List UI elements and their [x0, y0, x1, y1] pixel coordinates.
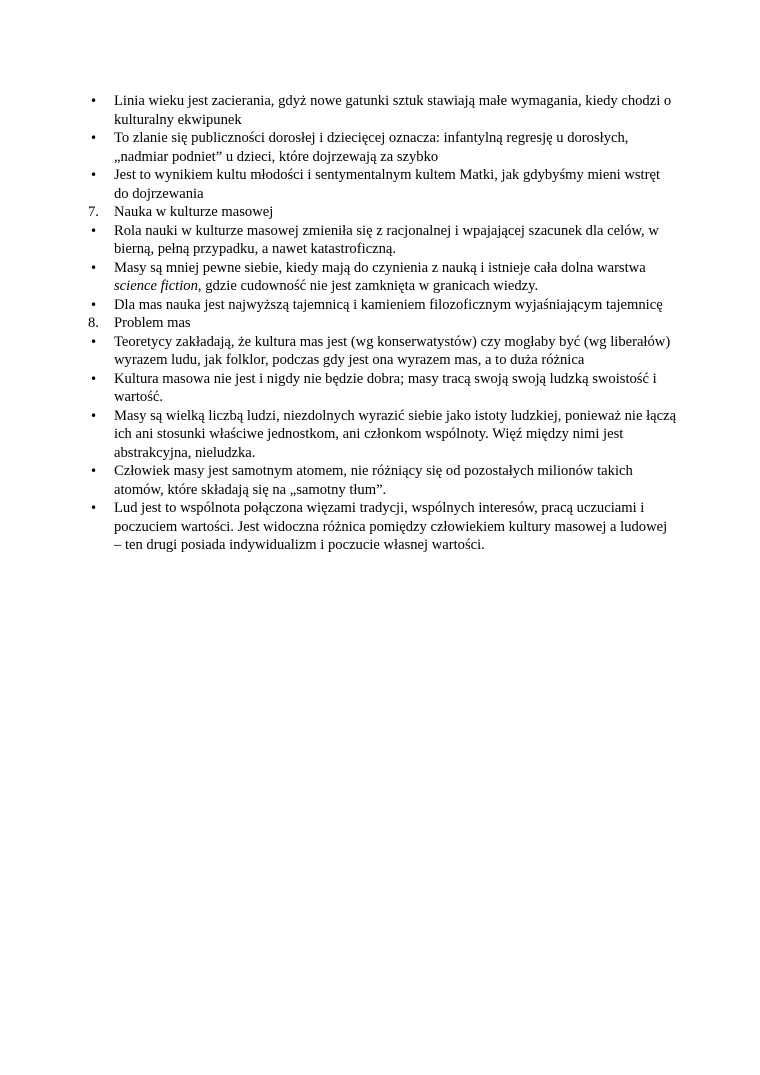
bullet-marker: • [90, 371, 98, 386]
list-item-text: Kultura masowa nie jest i nigdy nie będzie dobra; masy tracą swoją swoją ludzką swoistość i wartość. [114, 370, 657, 405]
italic-term: science fiction [114, 278, 198, 294]
list-item-text: Teoretycy zakładają, że kultura mas jest (wg konserwatystów) czy mogłaby być (wg liberałów) wyrazem ludu, jak folklor, podczas gdy jest ona wyrazem mas, a to duża różnica [114, 333, 671, 368]
list-item-text: To zlanie się publiczności dorosłej i dziecięcej oznacza: infantylną regresję u dorosłych, „nadmiar podniet” u dzieci, które dojrzewają za szybko [114, 130, 629, 165]
list-item-text: Dla mas nauka jest najwyższą tajemnicą i kamieniem filozoficznym wyjaśniającym tajemnicę [114, 296, 663, 313]
list-item-text: Rola nauki w kulturze masowej zmieniła się z racjonalnej i wpajającej szacunek dla celów, w bierną, pełną przypadku, a nawet katastroficzną. [114, 222, 659, 257]
bullet-marker: • [90, 131, 98, 145]
bullet-marker: • [90, 501, 98, 515]
number-marker: 7. [88, 204, 99, 220]
text-segment: , gdzie cudowność nie jest zamknięta w granicach wiedzy. [197, 278, 539, 294]
bullet-marker: • [90, 334, 98, 349]
list-item [88, 222, 678, 259]
list-item [88, 407, 678, 463]
bullet-marker: • [90, 94, 98, 108]
list-item-text: Linia wieku jest zacierania, gdyż nowe gatunki sztuk stawiają małe wymagania, kiedy chodzi o kulturalny ekwipunek [114, 93, 672, 128]
document-body [88, 92, 678, 555]
list-item-text [114, 259, 678, 296]
bullet-marker: • [90, 297, 98, 312]
section-heading: Problem mas [114, 315, 191, 331]
bullet-marker: • [90, 260, 98, 275]
text-segment: Masy są mniej pewne siebie, kiedy mają do czynienia z nauką i istnieje cała dolna warstwa [114, 259, 646, 276]
number-marker: 8. [88, 315, 99, 331]
list-item [88, 333, 678, 370]
list-item [88, 462, 678, 499]
section-heading: Nauka w kulturze masowej [114, 204, 274, 220]
list-item [88, 296, 678, 315]
list-item-text: Lud jest to wspólnota połączona więzami tradycji, wspólnych interesów, pracą uczuciami i poczuciem wartości. Jest widoczna różnica pomiędzy człowiekiem kultury masowej a ludowej – ten drugi posiada indywidualizm i poczucie własnej wartości. [114, 500, 668, 553]
bullet-marker: • [90, 464, 98, 478]
bullet-marker: • [90, 168, 98, 182]
list-item [88, 166, 678, 203]
list-item-text: Jest to wynikiem kultu młodości i sentymentalnym kultem Matki, jak gdybyśmy mieni wstręt do dojrzewania [114, 167, 660, 202]
bullet-marker: • [90, 223, 98, 238]
list-item [88, 259, 678, 296]
list-item-text: Masy są wielką liczbą ludzi, niezdolnych wyrazić siebie jako istoty ludzkiej, ponieważ nie łączą ich ani stosunki właściwe jednostkom, ani członkom wspólnoty. Więź między nimi jest abstrakcyjna, nieludzka. [114, 407, 677, 461]
list-item [88, 499, 678, 555]
numbered-item [88, 203, 678, 222]
bullet-marker: • [90, 408, 98, 423]
list-item [88, 370, 678, 407]
list-item [88, 129, 678, 166]
list-item-text: Człowiek masy jest samotnym atomem, nie różniący się od pozostałych milionów takich atomów, które składają się na „samotny tłum”. [114, 463, 633, 498]
numbered-item [88, 314, 678, 333]
list-item [88, 92, 678, 129]
